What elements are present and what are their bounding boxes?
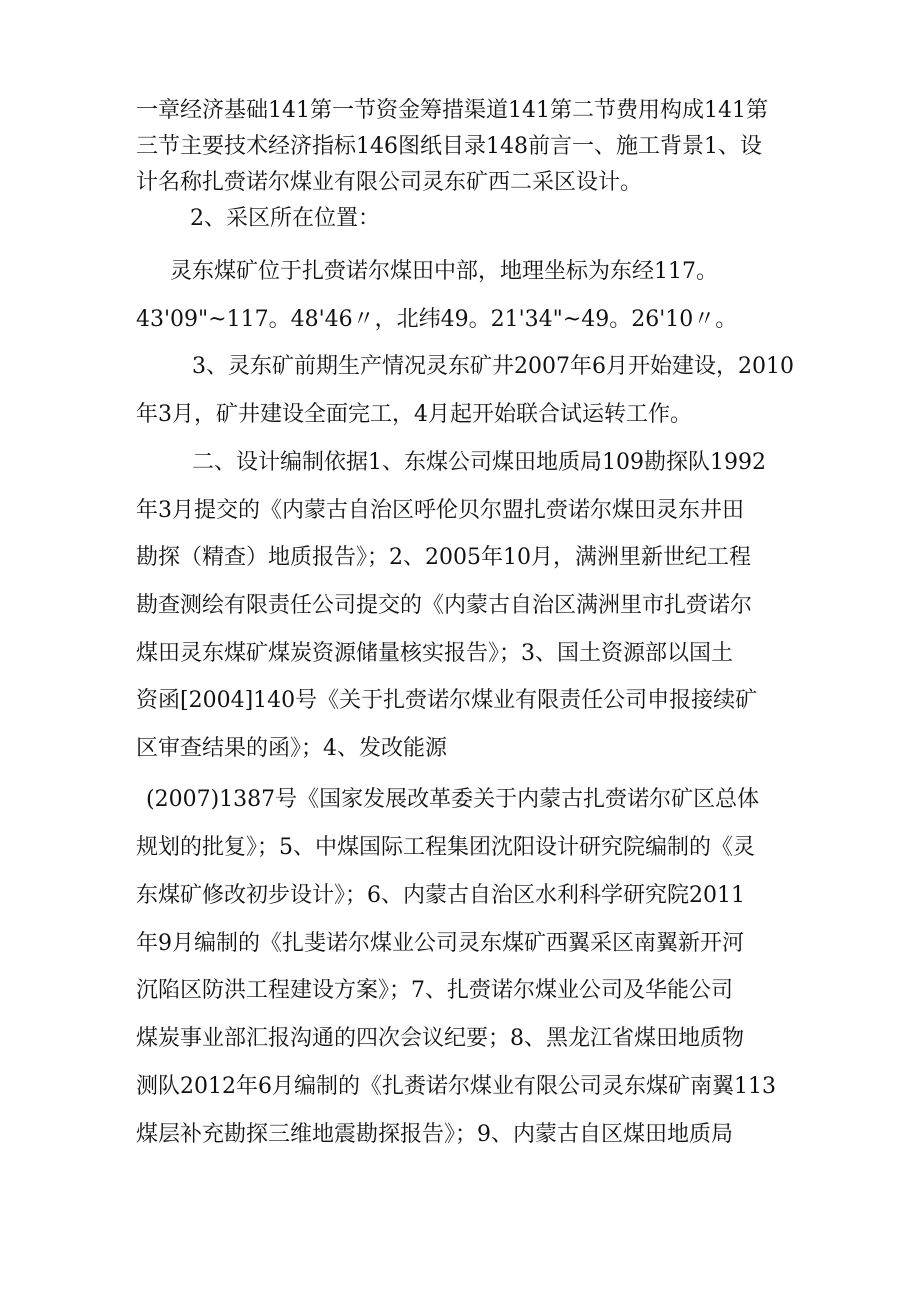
text-line-10: 年3月提交的《内蒙古自治区呼伦贝尔盟扎赍诺尔煤田灵东井田 xyxy=(136,498,744,523)
text-line-8: 年3月，矿井建设全面完工，4月起开始联合试运转工作。 xyxy=(136,402,692,427)
text-line-14: 资函[2004]140号《关于扎赍诺尔煤业有限责任公司申报接续矿 xyxy=(136,688,758,713)
text-line-6: 43'09"~117。48'46〃，北纬49。21'34"~49。26'10〃。 xyxy=(136,307,738,332)
text-line-9: 二、设计编制依据1、东煤公司煤田地质局109勘探队1992 xyxy=(192,450,766,475)
text-line-12: 勘查测绘有限责任公司提交的《内蒙古自治区满洲里市扎赍诺尔 xyxy=(136,593,753,618)
text-line-19: 年9月编制的《扎斐诺尔煤业公司灵东煤矿西翼采区南翼新开河 xyxy=(136,931,744,956)
text-line-1: 一章经济基础141第一节资金筹措渠道141第二节费用构成141第 xyxy=(136,98,768,123)
text-line-16: (2007)1387号《国家发展改革委关于内蒙古扎赍诺尔矿区总体 xyxy=(146,787,760,812)
text-line-20: 沉陷区防洪工程建设方案》；7、扎赍诺尔煤业公司及华能公司 xyxy=(136,978,733,1003)
text-line-15: 区审查结果的函》；4、发改能源 xyxy=(136,736,447,761)
text-line-17: 规划的批复》；5、中煤国际工程集团沈阳设计研究院编制的《灵 xyxy=(136,835,755,860)
text-line-2: 三节主要技术经济指标146图纸目录148前言一、施工背景1、设 xyxy=(136,134,762,159)
text-line-4: 2、采区所在位置： xyxy=(190,206,380,231)
text-line-23: 煤层补充勘探三维地震勘探报告》；9、内蒙古自区煤田地质局 xyxy=(136,1122,733,1147)
text-line-22: 测队2012年6月编制的《扎赉诺尔煤业有限公司灵东煤矿南翼113 xyxy=(136,1074,776,1099)
text-line-5: 灵东煤矿位于扎赍诺尔煤田中部，地理坐标为东经117。 xyxy=(170,259,718,284)
text-line-13: 煤田灵东煤矿煤炭资源储量核实报告》；3、国土资源部以国土 xyxy=(136,641,733,666)
text-line-18: 东煤矿修改初步设计》；6、内蒙古自治区水利科学研究院2011 xyxy=(136,883,745,908)
text-line-7: 3、灵东矿前期生产情况灵东矿井2007年6月开始建设，2010 xyxy=(192,354,794,379)
text-line-11: 勘探（精查）地质报告》；2、2005年10月，满洲里新世纪工程 xyxy=(136,545,751,570)
text-line-21: 煤炭事业部汇报沟通的四次会议纪要；8、黑龙江省煤田地质物 xyxy=(136,1026,744,1051)
text-line-3: 计名称扎赍诺尔煤业有限公司灵东矿西二采区设计。 xyxy=(136,170,643,195)
